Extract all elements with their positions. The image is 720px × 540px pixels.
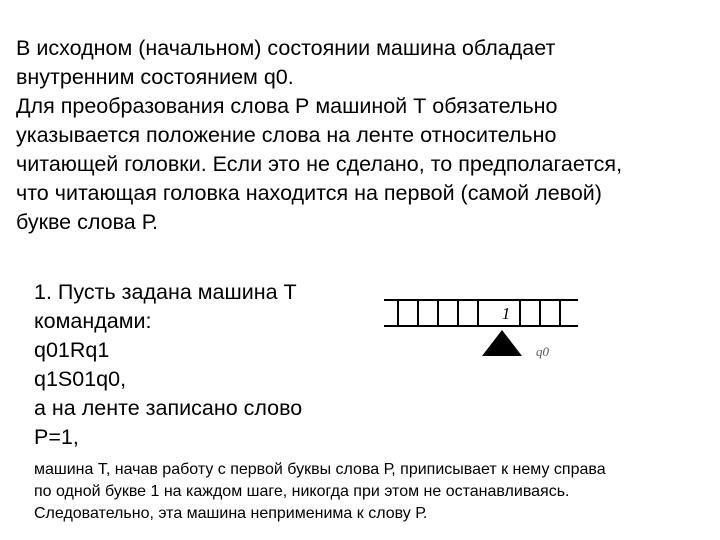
conclusion-line: по одной букве 1 на каждом шаге, никогда при этом не останавливаясь. (34, 483, 570, 500)
intro-line: букве слова Р. (16, 210, 158, 234)
conclusion-line: Следовательно, эта машина неприменима к слову Р. (34, 505, 428, 522)
intro-line: указывается положение слова на ленте относительно (16, 123, 557, 147)
intro-line: внутренним состоянием q0. (16, 65, 294, 89)
intro-line: что читающая головка находится на первой (самой левой) (16, 181, 602, 205)
word-definition: P=1, (34, 425, 79, 449)
read-head-icon (482, 330, 522, 356)
conclusion-paragraph (34, 459, 704, 525)
intro-line: В исходном (начальном) состоянии машина обладает (16, 36, 556, 60)
tape (384, 300, 578, 326)
head-state-label: q0 (536, 344, 549, 359)
example-line: а на ленте записано слово (34, 396, 303, 420)
example-line: командами: (34, 309, 152, 333)
tape-cell-symbol: 1 (501, 304, 511, 323)
command-2: q1S01q0, (34, 367, 127, 391)
conclusion-line: машина Т, начав работу с первой буквы слова Р, приписывает к нему справа (34, 461, 606, 478)
example-paragraph (34, 278, 364, 452)
turing-tape-diagram (380, 290, 720, 370)
intro-line: Для преобразования слова Р машиной Т обязательно (16, 94, 558, 118)
example-line: 1. Пусть задана машина Т (34, 280, 297, 304)
intro-line: читающей головки. Если это не сделано, то предполагается, (16, 152, 623, 176)
intro-paragraph (16, 34, 706, 237)
command-1: q01Rq1 (34, 338, 110, 362)
